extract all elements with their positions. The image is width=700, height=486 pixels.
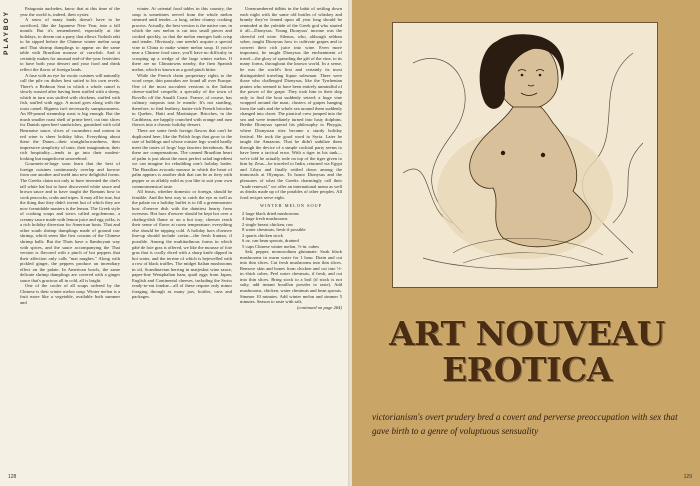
ingredient: 4 large fresh mushrooms — [242, 216, 288, 222]
paragraph: Unencumbered tidbits in the habit of settling down each night with the same old bottles of whiskey and brandy they've leaned upon all year long should be reminded at the yuletide of the Greek god who started it all—Dionysus. Young Dionysus' income was the cheerful red wine. Silenus, who, although seldom sober, taught Dionysus how to cultivate grapes and to convert their rich juice into wine. Even more important, he taught Dionysus the enchantment of travel—the glory of spreading the gift of the vine, to its many forms, throughout the known world. In a sense, he was the world's first and certainly its most distinguished traveling liquor salesman. There were those who challenged Dionysus, like the Tyrrhenian pirates who seemed to have been entirely unmindful of the power of the grape. They took him to their ship only to find the boat suddenly seized; a huge vine wrapped around the mast, clusters of grapes hanging from the sails and the whole sea around them suddenly changed into claret. The piratical crew jumped into the sea and were immediately turned into lusty dolphins. Brethe Dionysus spread his philosophy to Phrygia, where Dionysian rites became a sturdy holiday festival. He took the good word to Syria. Later he taught the Amazons. That he didn't stabilize them through the device of a simple cocktail party seems to have been a tactical error. With a tiger in his tank—we're told he actually rode on top of the tiger given to him by Zeus—he traveled to India, returned via Egypt and Libya and finally settled down among the immortals at Olympus. To honor Dionysus and the pleasures of what the Greeks charmingly call their "trade renewal," we offer an international menu as well as drinks made up of the potables of other peoples. All food recipes serve eight. — [240, 6, 342, 200]
paragraph: There are some fresh foreign flavors that can't be duplicated here, like the Polish frogs that grow to the size of bulldogs and whose outsize legs would hardly meet the tastes of frogs' legs fanciers hereabouts. But there are compensations. The canned Brazilian heart of palm is just about the most perfect salad ingredient we can imagine for rebuilding one's holiday larder. The Brazilian avocado mousse in which the heart of palm appears is another dish that can be as fiery with pepper or as affably mild as you like to suit your own commonsensical taste. — [132, 128, 232, 189]
ingredient: 2 large black dried mushrooms — [242, 210, 299, 216]
ingredient: 2 quarts chicken stock — [242, 232, 283, 238]
magazine-sidebar-label: PLAYBOY — [3, 10, 10, 55]
right-page — [352, 0, 700, 486]
paragraph: winter. At oriental food tables in this country, the soup is sometimes served from the whole melon steamed until tender—a long, rather clumsy cooking process. Actually, the best version is the native one, in which the raw melon is cut into small pieces and cooked quickly, so that the melon emerges both crisp and tender. Obviously, one needn't acquire a special vine to China to make winter melon soup. If you're near a Chinese food store, you'll have no difficulty in scooping up a wedge of the large winter melon. If there are no Chinatowns nearby, the firm Spanish melon, which is known as a good pinch hitter. — [132, 6, 232, 73]
paragraph: All feasts, whether domestic or foreign, should be feasible. And the best way to catch the eye as well as the palate on a holiday buffet is to fill a greenmonster host d'oeuvre dish with the daintiest hearty from overseas. Hot hors d'oeuvre should be kept hot over a chafing-dish flame or on a hot tray; cheeses reach their sense of flavor at room temperature; everything else should be nipping cold. A holiday hors d'oeuvre line-up should include caviar—the fresh Iranian, if possible. Among the multitudinous forms in which pâté de foie gras is offered, we like the mousse of foie gras that is coolly diced with a sharp knife dipped in hot water, and the terrine of which is bejewelled with a row of black truffles. The midget Italian mushrooms in oil, Scandinavian herring in matjeskut wine sauce, paper-fine Westphalian ham, quail eggs from Japan, English and Continental cheeses, including the Swiss ready-to-eat fondue—all of these require only minor foraging through as many jars, bottles, cans and packages. — [132, 189, 232, 300]
recipe-instructions: Salt, pepper, monosodium glutamate. Soak black mushrooms in warm water for 1 hour. Drain and cut into thin slices. Cut fresh mushrooms into thin slices. Remove skin and bones from chicken and cut into ½-in.-thick cubes. Peel water chestnuts, if fresh, and cut into thin slices. Bring stock to a boil (if stock is not salty, add instant bouillon powder to taste). Add mushrooms, chicken, water chestnuts and bean sprouts. Simmer 10 minutes. Add winter melon and simmer 5 minutes. Season to taste with salt, — [240, 249, 342, 305]
ingredient-list — [240, 211, 342, 250]
paragraph: One of the cooler of all soups ordered by the Chinese is their winter melon soup. Winter melon is a fruit more like a vegetable, available both summer and — [20, 283, 120, 305]
ingredient: 6 oz. can bean sprouts, drained — [242, 238, 299, 244]
text-column-1 — [20, 6, 120, 471]
recipe-title: WINTER MELON SOUP — [259, 203, 323, 209]
ingredient: 5 cups Chinese winter melon, ½-in. cubes — [242, 243, 319, 249]
text-column-3 — [240, 6, 342, 471]
paragraph: Gourmets-at-large soon learn that the best of foreign cuisines continuously overlap and borrow from one another and meld into new delightful forms. The Greeks claim not only to have invented the chef's tall white hat but to have discovered white sauce and brown sauce and to have taught the Romans how to cook peacocks, crabs and tripes. It may all be true, but the thing that they didn't invent but of which they are now formidable masters is the lemon. The Greek style of cooking soups and stews called avgolemono, a creamy sauce made with lemon juice and egg yolks, is a rich holiday diversion for American hosts. Thai and other south shrimp dumplings made of ground raw shrimp, which seem like first cousins of the Chinese shrimp balls. But the Thais have a flamboyant way with spices, and the sauce accompanying the Thai version is flavored with a pinch of hot peppers that their affection only calls "mai narghes." Along with pickled ginger, the peppers produce an incendiary effect on the palate. In American bowls, the same delicate shrimp dumplings are covered with a ginger sauce that's gracious all in cold, all is bright. — [20, 161, 120, 283]
paragraph: A snow of many lands doesn't have to be sacrificed, like the Japanese New Year, into a fall month. But it's remembered, especially at the holidays, to dream out a party that allows Turkish raki to be sipped before the Chinese winter melon soup and Thai shrimp dumplings to appear on the same table with Brazilian mousse of crawfish. And it certainly makes for unusual end-of-the-year festivities to have both your dessert and your food and drink reflect the flavor of foreign lands. — [20, 17, 120, 73]
paragraph: Patagonia aucheñes, know that at this time of the year the world is, indeed, their oyster. — [20, 6, 120, 17]
paragraph: While the French claim proprietary rights to the word crepe, thin pancakes are found all over Europe. One of the most succulent versions is the Italian cheese-stuffed crespelle, a specialty of the town of Rovello off the Amalfi Coast. France, of course, has culinary outposts tout le monde. It's not startling, therefore, to find feathery, butter-rich French brioches in Quebec, Haiti and Martinique. Brioches, in the Caribbean, are happily crunched with orange and rum flavors into a chronic holiday dessert. — [132, 72, 232, 128]
page-number: 128 — [8, 474, 17, 480]
article-headline: ART NOUVEAU EROTICA — [389, 314, 665, 389]
continued-note: (continued on page 264) — [296, 304, 342, 310]
ingredient: 2 single breast chicken, raw — [242, 221, 294, 227]
article-deck: victorianism's overt prudery bred a covert and perverse preoccupation with sex that gave birth to a genre of voluptuous sensuality — [372, 412, 678, 436]
illustration-art — [393, 23, 657, 287]
text-column-2 — [132, 6, 232, 471]
paragraph: A fuse with an eye for exotic cuisines will naturally call the pile on dishes best suited to his own revels. There's a Redmon Seat in which a whole camel is slowly roasted after having been stuffed with a sheep, which in turn was stuffed with chickens, stuffed with fish, stuffed with eggs. A moral goes along with the roast camel: Bigness isn't necessarily sumptuousness. An 80-pound steamship roast is big enough. But the much smaller roast shell of prime beef, cut into slices for Danish open beef sandwiches, garnished with cold Bearnaise sauce, slices of cucumbers and onions in red wine is sheer holiday bliss. Everything about these the Danes—their straightforwardness, their impressive simplicity of taste, their imagination, their rich hospitality—tends to go into their modest-looking but magnificent smorrebrod. — [20, 72, 120, 161]
art-nouveau-illustration — [392, 22, 658, 288]
ingredient: 8 water chestnuts, fresh if possible — [242, 227, 306, 233]
page-number: 129 — [683, 474, 692, 480]
